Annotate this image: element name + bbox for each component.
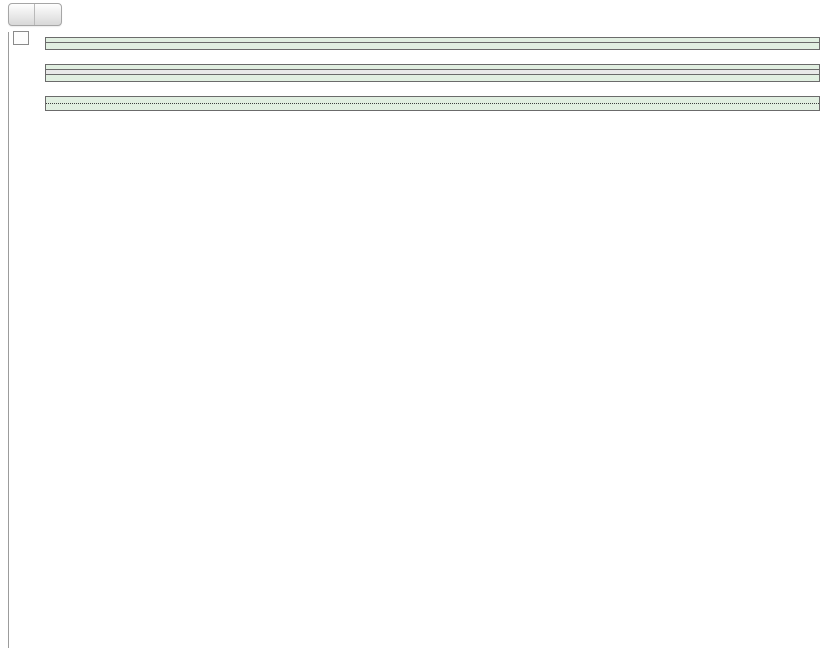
grouping-rail [8, 32, 9, 648]
indicator-total-value [811, 75, 819, 81]
history-nav [8, 3, 62, 26]
excluded-total-value [811, 104, 819, 110]
excluded-section-title [46, 97, 819, 104]
report-area [0, 31, 825, 648]
group-total-row[interactable] [46, 43, 819, 49]
report-sheet [45, 37, 820, 125]
detail-section [45, 64, 820, 82]
forward-button[interactable] [35, 4, 61, 25]
excluded-section [45, 96, 820, 111]
excluded-total-label [46, 104, 54, 110]
group-total-label [46, 43, 54, 49]
back-button[interactable] [9, 4, 35, 25]
expand-group-button[interactable] [13, 31, 29, 45]
indicator-total-label [46, 75, 54, 81]
summary-section [45, 37, 820, 50]
excluded-total-row[interactable] [46, 104, 819, 110]
group-total-value [811, 43, 819, 49]
indicator-total-row[interactable] [46, 75, 819, 81]
toolbar [0, 0, 825, 31]
